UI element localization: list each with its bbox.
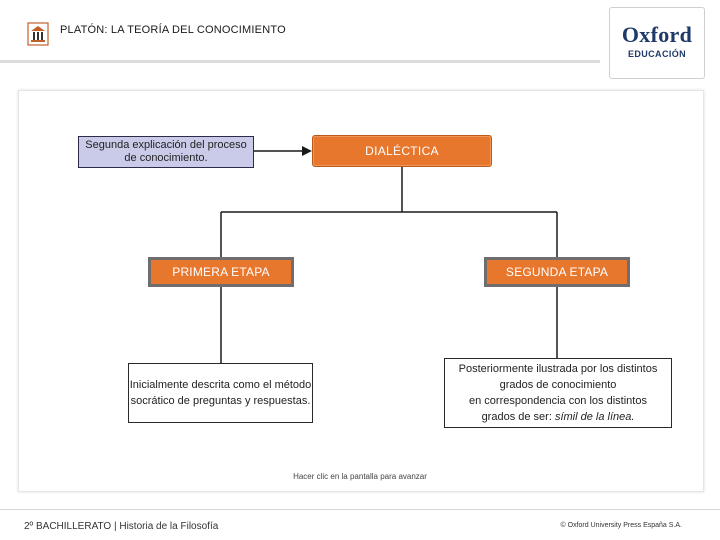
- advance-hint: Hacer clic en la pantalla para avanzar: [293, 472, 427, 481]
- primera-etapa-box: PRIMERA ETAPA: [148, 257, 294, 287]
- segunda-etapa-box: SEGUNDA ETAPA: [484, 257, 630, 287]
- primera-etapa-description: Inicialmente descrita como el método socrático de preguntas y respuestas.: [128, 363, 313, 423]
- arrow-head: [302, 146, 312, 156]
- dialectica-box: DIALÉCTICA: [312, 135, 492, 167]
- footer-divider: [0, 509, 720, 510]
- page-title: PLATÓN: LA TEORÍA DEL CONOCIMIENTO: [60, 24, 286, 36]
- segunda-desc-line-2: grados de conocimiento: [499, 379, 617, 391]
- logo-sub: EDUCACIÓN: [627, 49, 687, 59]
- segunda-desc-line-3: en correspondencia con los distintos: [469, 395, 647, 407]
- segunda-etapa-description: [444, 358, 672, 428]
- simil-linea-emphasis: símil de la línea.: [554, 411, 635, 423]
- segunda-desc-line-1: Posteriormente ilustrada por los distintos: [458, 363, 658, 375]
- segunda-desc-line-4: grados de ser: símil de la línea.: [481, 411, 635, 423]
- footer-course: 2º BACHILLERATO | Historia de la Filosofía: [24, 521, 219, 532]
- logo-name: Oxford: [621, 22, 693, 47]
- second-explanation-box: Segunda explicación del proceso de conocimiento.: [78, 136, 254, 168]
- footer-copyright: © Oxford University Press España S.A.: [560, 522, 682, 529]
